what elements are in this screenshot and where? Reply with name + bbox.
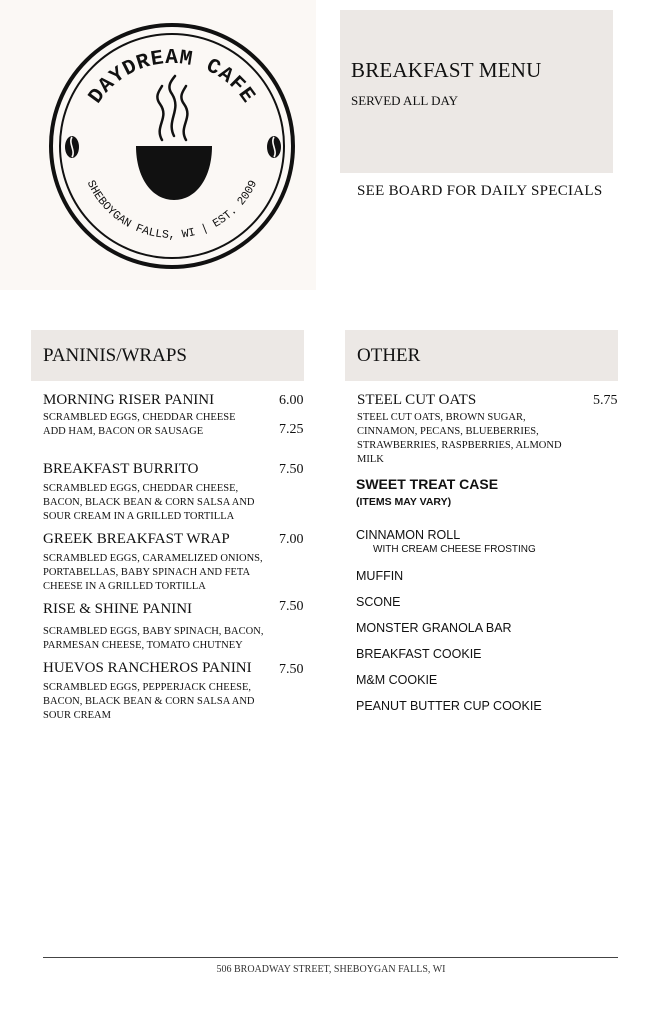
item-price: 7.00 [279, 532, 304, 547]
treat-item: MUFFIN [356, 569, 404, 583]
item-price: 6.00 [279, 393, 304, 408]
item-description: MILK [357, 454, 384, 465]
logo-top-text: DAYDREAM CAFE [84, 47, 260, 109]
footer-divider [43, 957, 618, 958]
coffee-cup-icon [136, 146, 212, 200]
item-name: RISE & SHINE PANINI [43, 601, 193, 617]
treat-item: PEANUT BUTTER CUP COOKIE [356, 699, 542, 713]
item-price: 5.75 [593, 393, 618, 408]
logo-bottom-text: SHEBOYGAN FALLS, WI | EST. 2009 [83, 178, 261, 242]
treat-item: M&M COOKIE [356, 673, 438, 687]
item-name: MORNING RISER PANINI [43, 392, 215, 408]
item-description: PARMESAN CHEESE, TOMATO CHUTNEY [43, 640, 243, 651]
section-header-paninis [31, 330, 304, 381]
treat-case-note: (ITEMS MAY VARY) [356, 496, 452, 508]
item-price: 7.50 [279, 462, 304, 477]
item-description: SCRAMBLED EGGS, BABY SPINACH, BACON, [43, 626, 264, 637]
item-description: BACON, BLACK BEAN & CORN SALSA AND [43, 497, 255, 508]
item-description: STRAWBERRIES, RASPBERRIES, ALMOND [357, 440, 562, 451]
item-description: SCRAMBLED EGGS, PEPPERJACK CHEESE, [43, 682, 251, 693]
item-name: GREEK BREAKFAST WRAP [43, 531, 230, 547]
treat-item: CINNAMON ROLL [356, 528, 461, 542]
item-name: HUEVOS RANCHEROS PANINI [43, 660, 252, 676]
section-title: OTHER [357, 345, 421, 366]
item-description: CHEESE IN A GRILLED TORTILLA [43, 581, 206, 592]
item-description: SCRAMBLED EGGS, CHEDDAR CHEESE, [43, 483, 239, 494]
item-price-addon: 7.25 [279, 422, 304, 437]
specials-note: SEE BOARD FOR DAILY SPECIALS [357, 183, 603, 199]
item-description: SOUR CREAM IN A GRILLED TORTILLA [43, 511, 235, 522]
steam-icon [157, 76, 187, 140]
treat-item-note: WITH CREAM CHEESE FROSTING [373, 544, 536, 555]
item-description: SOUR CREAM [43, 710, 111, 721]
coffee-bean-icon [267, 136, 281, 158]
cafe-logo [0, 0, 316, 290]
item-description: SCRAMBLED EGGS, CARAMELIZED ONIONS, [43, 553, 263, 564]
footer-address: 506 BROADWAY STREET, SHEBOYGAN FALLS, WI [216, 964, 446, 975]
item-price: 7.50 [279, 662, 304, 677]
treat-item: BREAKFAST COOKIE [356, 647, 482, 661]
item-price: 7.50 [279, 599, 304, 614]
item-name: BREAKFAST BURRITO [43, 461, 199, 477]
item-description: PORTABELLAS, BABY SPINACH AND FETA [43, 567, 251, 578]
section-title: PANINIS/WRAPS [43, 345, 187, 366]
item-description: STEEL CUT OATS, BROWN SUGAR, [357, 412, 526, 423]
item-description: CINNAMON, PECANS, BLUEBERRIES, [357, 426, 539, 437]
menu-subtitle: SERVED ALL DAY [351, 93, 459, 108]
menu-title-box [340, 10, 613, 173]
section-header-other [345, 330, 618, 381]
item-description: BACON, BLACK BEAN & CORN SALSA AND [43, 696, 255, 707]
treat-item: SCONE [356, 595, 401, 609]
item-description: ADD HAM, BACON OR SAUSAGE [43, 426, 204, 437]
treat-case-title: SWEET TREAT CASE [356, 476, 499, 492]
menu-title: BREAKFAST MENU [351, 58, 542, 82]
coffee-bean-icon [65, 136, 79, 158]
treat-item: MONSTER GRANOLA BAR [356, 621, 512, 635]
item-description: SCRAMBLED EGGS, CHEDDAR CHEESE [43, 412, 236, 423]
item-name: STEEL CUT OATS [357, 392, 477, 408]
logo-panel [0, 0, 316, 290]
